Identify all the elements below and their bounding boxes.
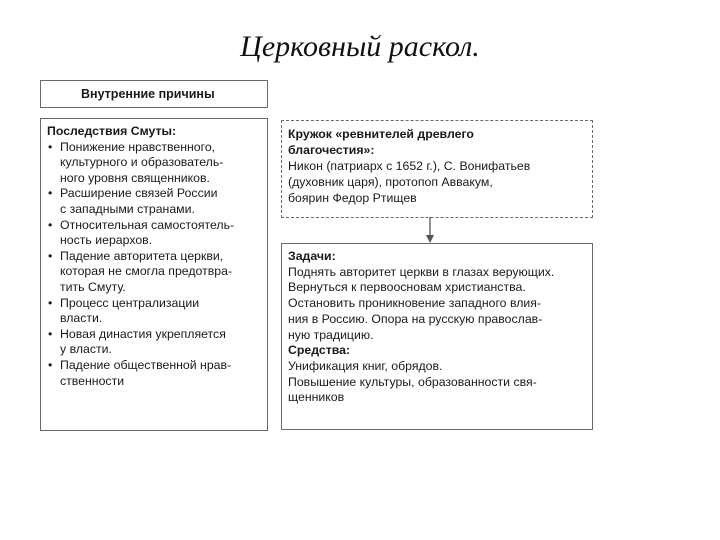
list-item bbox=[47, 218, 261, 249]
list-line: тить Смуту. bbox=[60, 279, 126, 294]
zealots-circle-box bbox=[281, 120, 593, 218]
internal-causes-header: Внутренние причины bbox=[40, 80, 268, 108]
means-line: щенников bbox=[288, 390, 345, 405]
page-title: Церковный раскол. bbox=[240, 30, 480, 63]
list-line: • Новая династия укрепляется bbox=[60, 326, 226, 341]
smuta-consequences-box bbox=[40, 118, 268, 431]
list-line: ность иерархов. bbox=[60, 233, 153, 248]
list-line: ственности bbox=[60, 373, 125, 388]
smuta-heading: Последствия Смуты: bbox=[47, 124, 177, 138]
tasks-line: ния в Россию. Опора на русскую православ- bbox=[288, 311, 543, 326]
list-line: ного уровня священников. bbox=[60, 170, 210, 185]
list-line: • Относительная самостоятель- bbox=[60, 217, 235, 232]
list-line: • Падение общественной нрав- bbox=[60, 357, 232, 372]
tasks-box bbox=[281, 243, 593, 430]
list-line: • Падение авторитета церкви, bbox=[60, 248, 224, 263]
list-line: которая не смогла предотвра- bbox=[60, 264, 233, 279]
list-item bbox=[47, 140, 261, 187]
list-line: • Понижение нравственного, bbox=[60, 139, 216, 154]
circle-line: Никон (патриарх с 1652 г.), С. Вонифатьев bbox=[288, 159, 531, 173]
means-line: Унификация книг, обрядов. bbox=[288, 358, 443, 373]
means-heading: Средства: bbox=[288, 343, 351, 358]
list-item bbox=[47, 186, 261, 217]
tasks-line: ную традицию. bbox=[288, 327, 374, 342]
list-item bbox=[47, 249, 261, 296]
circle-heading: Кружок «ревнителей древлего bbox=[288, 127, 474, 141]
circle-heading: благочестия»: bbox=[288, 143, 375, 157]
list-line: власти. bbox=[60, 311, 103, 326]
means-line: Повышение культуры, образованности свя- bbox=[288, 374, 537, 389]
list-line: с западными странами. bbox=[60, 201, 195, 216]
down-arrow-icon bbox=[425, 217, 435, 244]
list-item bbox=[47, 358, 261, 389]
list-line: культурного и образователь- bbox=[60, 155, 224, 170]
smuta-list bbox=[47, 140, 261, 390]
list-item bbox=[47, 296, 261, 327]
list-line: у власти. bbox=[60, 342, 112, 357]
circle-line: боярин Федор Ртищев bbox=[288, 191, 417, 205]
circle-line: (духовник царя), протопоп Аввакум, bbox=[288, 175, 493, 189]
tasks-heading: Задачи: bbox=[288, 249, 336, 263]
tasks-line: Вернуться к первоосновам христианства. bbox=[288, 280, 526, 295]
tasks-line: Остановить проникновение западного влия- bbox=[288, 296, 541, 311]
tasks-line: Поднять авторитет церкви в глазах верующих. bbox=[288, 264, 555, 279]
list-item bbox=[47, 327, 261, 358]
list-line: • Расширение связей России bbox=[60, 186, 218, 201]
list-line: • Процесс централизации bbox=[60, 295, 200, 310]
